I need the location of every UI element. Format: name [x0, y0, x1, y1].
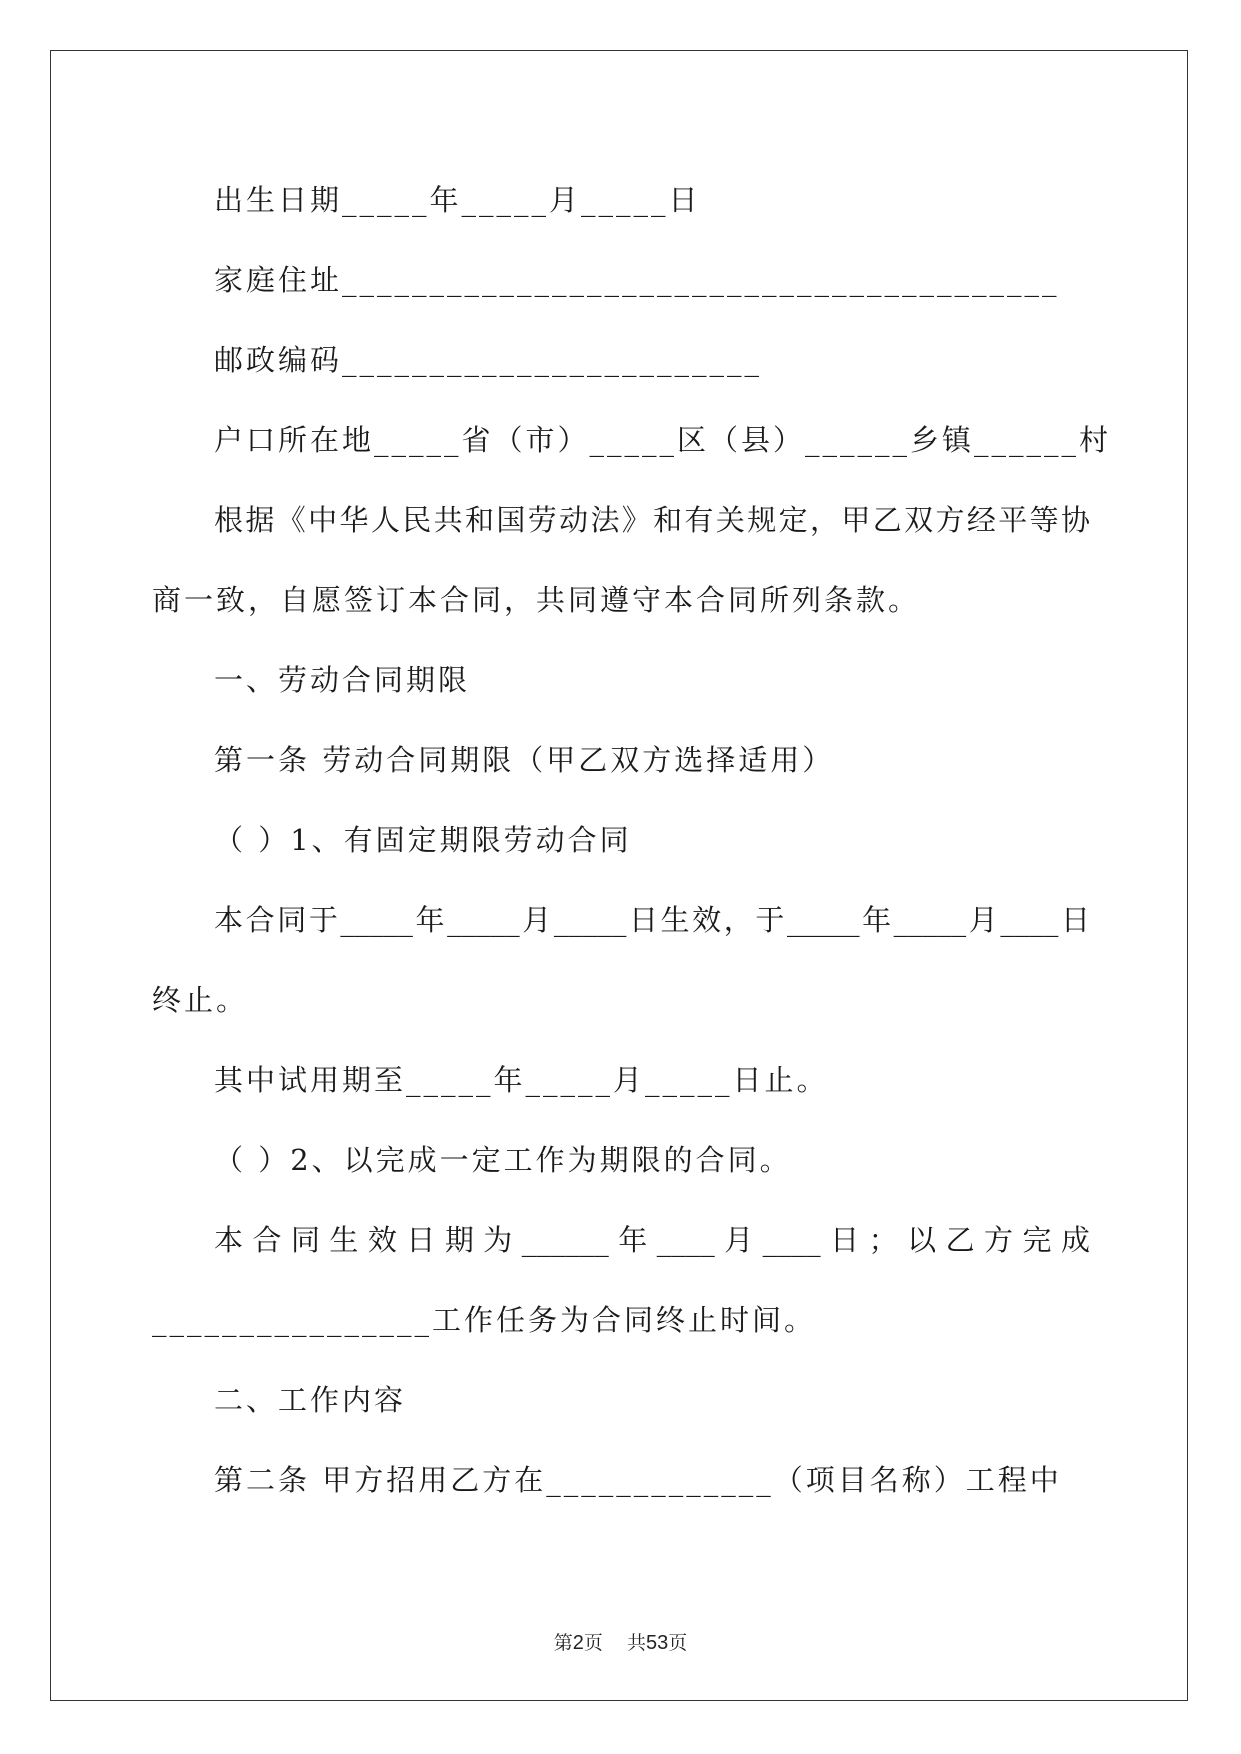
birth-date-line: 出生日期_____年_____月_____日	[214, 183, 701, 217]
page-footer	[0, 1628, 1241, 1655]
section-heading-work-content: 二、工作内容	[214, 1383, 407, 1417]
task-effective-date-line: 本合同生效日期为______年____月____日；以乙方完成	[214, 1223, 1090, 1257]
home-address-line: 家庭住址_________________________________________	[214, 263, 1060, 297]
footer-prefix: 第	[553, 1632, 573, 1654]
option-task-based: （ ）2、以完成一定工作为期限的合同。	[214, 1143, 792, 1177]
footer-total-suffix: 页	[668, 1632, 688, 1654]
postal-code-line: 邮政编码________________________	[214, 343, 763, 377]
preamble-line-2: 商一致，自愿签订本合同，共同遵守本合同所列条款。	[152, 583, 921, 617]
household-registration-line: 户口所在地_____省（市）_____区（县）______乡镇______村	[214, 423, 1112, 457]
article-two-line: 第二条 甲方招用乙方在_____________（项目名称）工程中	[214, 1463, 1062, 1497]
option-fixed-term: （ ）1、有固定期限劳动合同	[214, 823, 632, 857]
document-body	[152, 160, 1112, 1520]
termination-line: 终止。	[152, 983, 249, 1017]
section-heading-contract-term: 一、劳动合同期限	[214, 663, 471, 697]
article-one-heading: 第一条 劳动合同期限（甲乙双方选择适用）	[214, 743, 835, 777]
page-number: 2	[572, 1632, 584, 1654]
task-termination-line: ________________工作任务为合同终止时间。	[152, 1303, 817, 1337]
probation-line: 其中试用期至_____年_____月_____日止。	[214, 1063, 829, 1097]
effective-date-line: 本合同于_____年_____月_____日生效，于_____年_____月____日	[214, 903, 1090, 937]
total-pages: 53	[646, 1632, 669, 1654]
footer-total-prefix: 共	[627, 1632, 647, 1654]
footer-page-suffix: 页	[583, 1632, 603, 1654]
preamble-line-1: 根据《中华人民共和国劳动法》和有关规定，甲乙双方经平等协	[214, 503, 1090, 537]
